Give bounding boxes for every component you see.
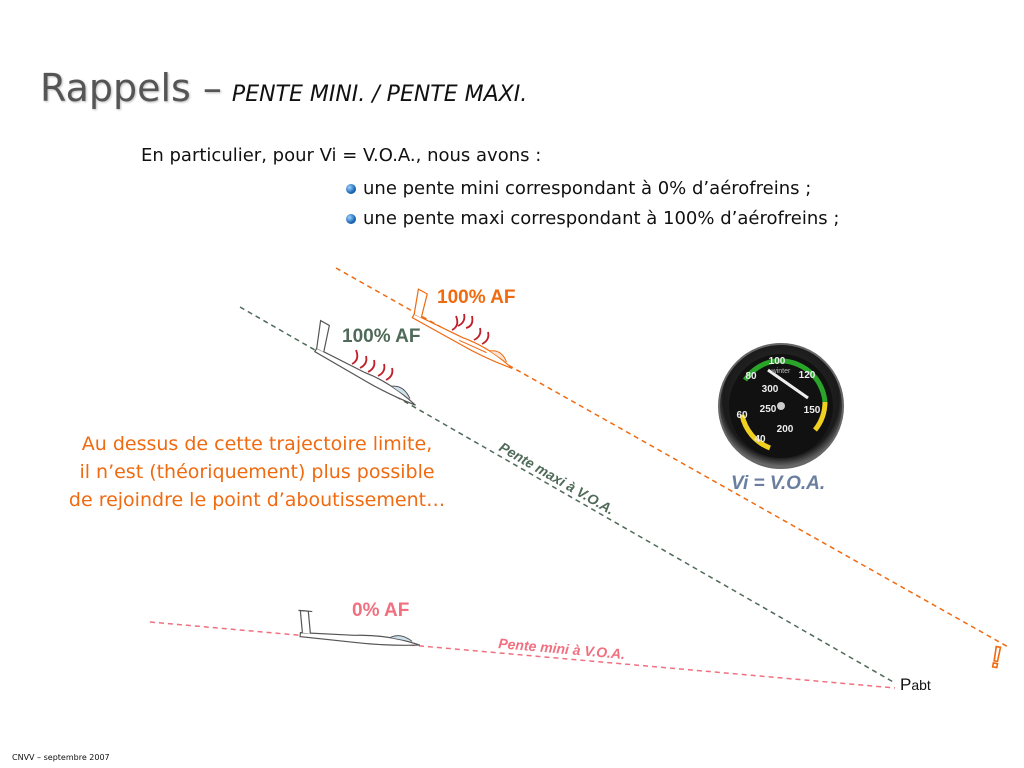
airspeed-gauge-icon xyxy=(719,344,843,468)
pente-mini-line xyxy=(150,622,895,688)
label-100af-top: 100% AF xyxy=(437,287,516,308)
label-0af: 0% AF xyxy=(352,600,410,621)
pabt-main: P xyxy=(900,675,912,694)
gauge-tick: 120 xyxy=(798,370,816,381)
gauge-tick: 100 xyxy=(768,356,786,367)
pabt-sub: abt xyxy=(911,677,931,693)
pabt-label xyxy=(900,675,931,695)
gauge-tick: 200 xyxy=(776,424,794,435)
title-subtitle: PENTE MINI. / PENTE MAXI. xyxy=(231,82,528,107)
warning-line: il n’est (théoriquement) plus possible xyxy=(79,461,435,483)
label-vi-voa: Vi = V.O.A. xyxy=(731,473,826,494)
warning-line: de rejoindre le point d’aboutissement… xyxy=(68,489,446,511)
label-100af-mid: 100% AF xyxy=(342,326,421,347)
gauge-tick: 40 xyxy=(754,434,766,445)
title-main-text: Rappels – xyxy=(40,66,222,110)
exclamation-icon: ! xyxy=(988,640,1005,676)
footer-text: CNVV – septembre 2007 xyxy=(12,753,110,762)
gauge-tick: 300 xyxy=(761,384,779,395)
intro-text: En particulier, pour Vi = V.O.A., nous avons : xyxy=(141,145,542,166)
warning-line: Au dessus de cette trajectoire limite, xyxy=(81,433,433,455)
gauge-tick: 250 xyxy=(759,404,777,415)
pente-mini-label: Pente mini à V.O.A. xyxy=(497,635,626,663)
gauge-tick: 60 xyxy=(736,410,748,421)
gauge-brand: winter xyxy=(771,368,791,375)
pente-maxi-label: Pente maxi à V.O.A. xyxy=(496,438,618,518)
bullet-text: une pente mini correspondant à 0% d’aérofreins ; xyxy=(363,178,812,199)
gauge-tick: 80 xyxy=(745,371,757,382)
gauge-tick: 150 xyxy=(803,405,821,416)
bullet-text: une pente maxi correspondant à 100% d’aérofreins ; xyxy=(363,208,840,229)
